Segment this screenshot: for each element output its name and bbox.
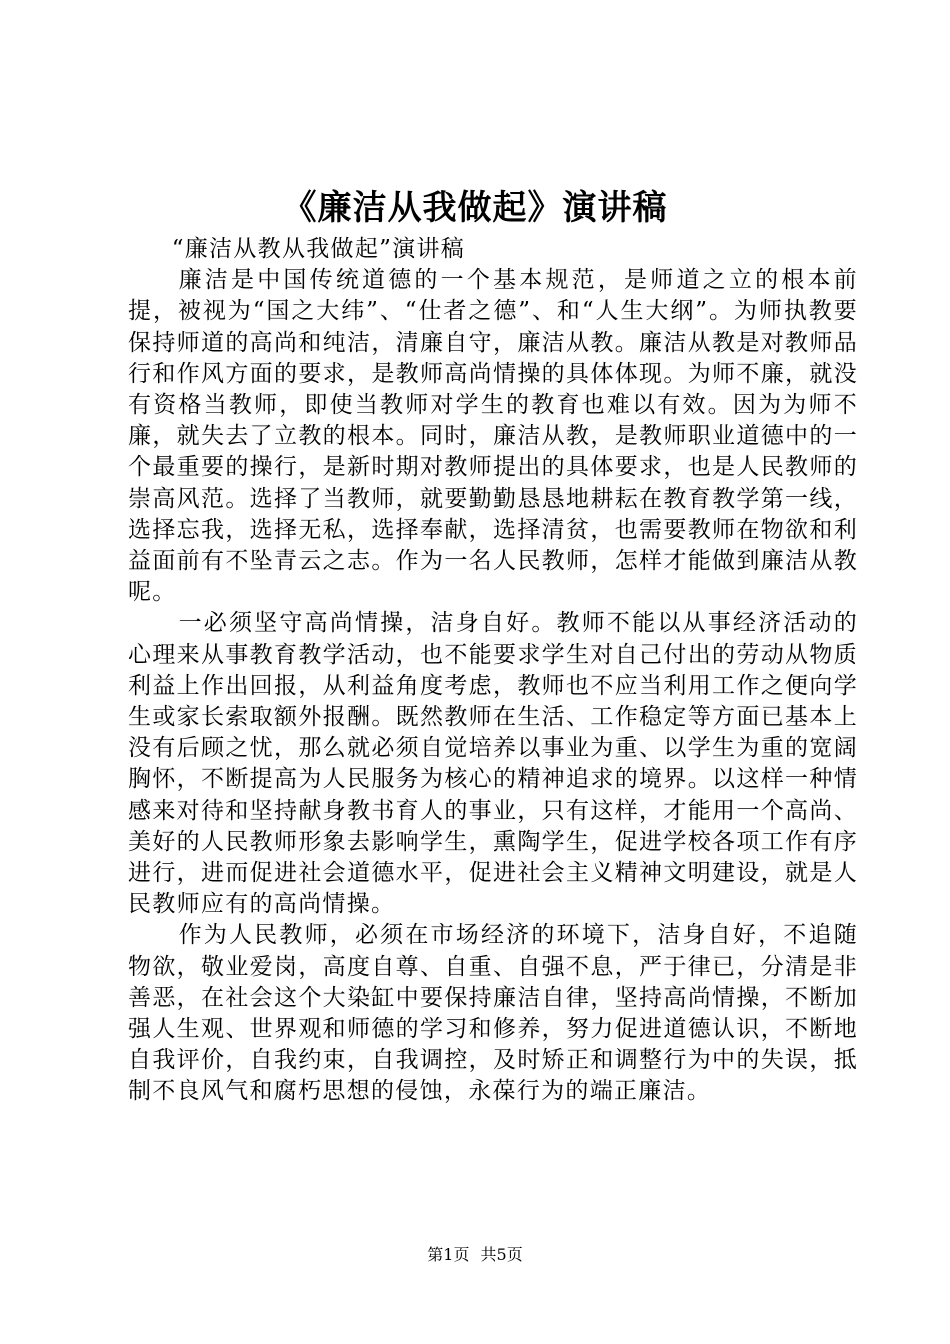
- page-total: 共5页: [480, 1245, 523, 1264]
- document-body: [128, 234, 858, 1108]
- page-footer: [0, 1244, 950, 1266]
- page-number: 第1页: [427, 1245, 470, 1264]
- document-subtitle: “廉洁从教从我做起”演讲稿: [171, 236, 466, 262]
- document-title: 《廉洁从我做起》演讲稿: [282, 188, 668, 228]
- paragraph-3: 作为人民教师，必须在市场经济的环境下，洁身自好，不追随物欲，敬业爱岗，高度自尊、自重、自强不息，严于律已，分清是非善恶，在社会这个大染缸中要保持廉洁自律，坚持高尚情操，不断加强人生观、世界观和师德的学习和修养，努力促进道德认识，不断地自我评价，自我约束，自我调控，及时矫正和调整行为中的失误，抵制不良风气和腐朽思想的侵蚀，永葆行为的端正廉洁。: [128, 922, 858, 1105]
- paragraph-1: 廉洁是中国传统道德的一个基本规范，是师道之立的根本前提，被视为“国之大纬”、“仕者之德”、和“人生大纲”。为师执教要保持师道的高尚和纯洁，清廉自守，廉洁从教。廉洁从教是对教师品行和作风方面的要求，是教师高尚情操的具体体现。为师不廉，就没有资格当教师，即使当教师对学生的教育也难以有效。因为为师不廉，就失去了立教的根本。同时，廉洁从教，是教师职业道德中的一个最重要的操行，是新时期对教师提出的具体要求，也是人民教师的崇高风范。选择了当教师，就要勤勤恳恳地耕耘在教育教学第一线，选择忘我，选择无私，选择奉献，选择清贫，也需要教师在物欲和利益面前有不坠青云之志。作为一名人民教师，怎样才能做到廉洁从教呢。: [128, 267, 858, 606]
- paragraph-2: 一必须坚守高尚情操，洁身自好。教师不能以从事经济活动的心理来从事教育教学活动，也不能要求学生对自己付出的劳动从物质利益上作出回报，从利益角度考虑，教师也不应当利用工作之便向学生或家长索取额外报酬。既然教师在生活、工作稳定等方面已基本上没有后顾之忧，那么就必须自觉培养以事业为重、以学生为重的宽阔胸怀，不断提高为人民服务为核心的精神追求的境界。以这样一种情感来对待和坚持献身教书育人的事业，只有这样，才能用一个高尚、美好的人民教师形象去影响学生，熏陶学生，促进学校各项工作有序进行，进而促进社会道德水平，促进社会主义精神文明建设，就是人民教师应有的高尚情操。: [128, 610, 858, 918]
